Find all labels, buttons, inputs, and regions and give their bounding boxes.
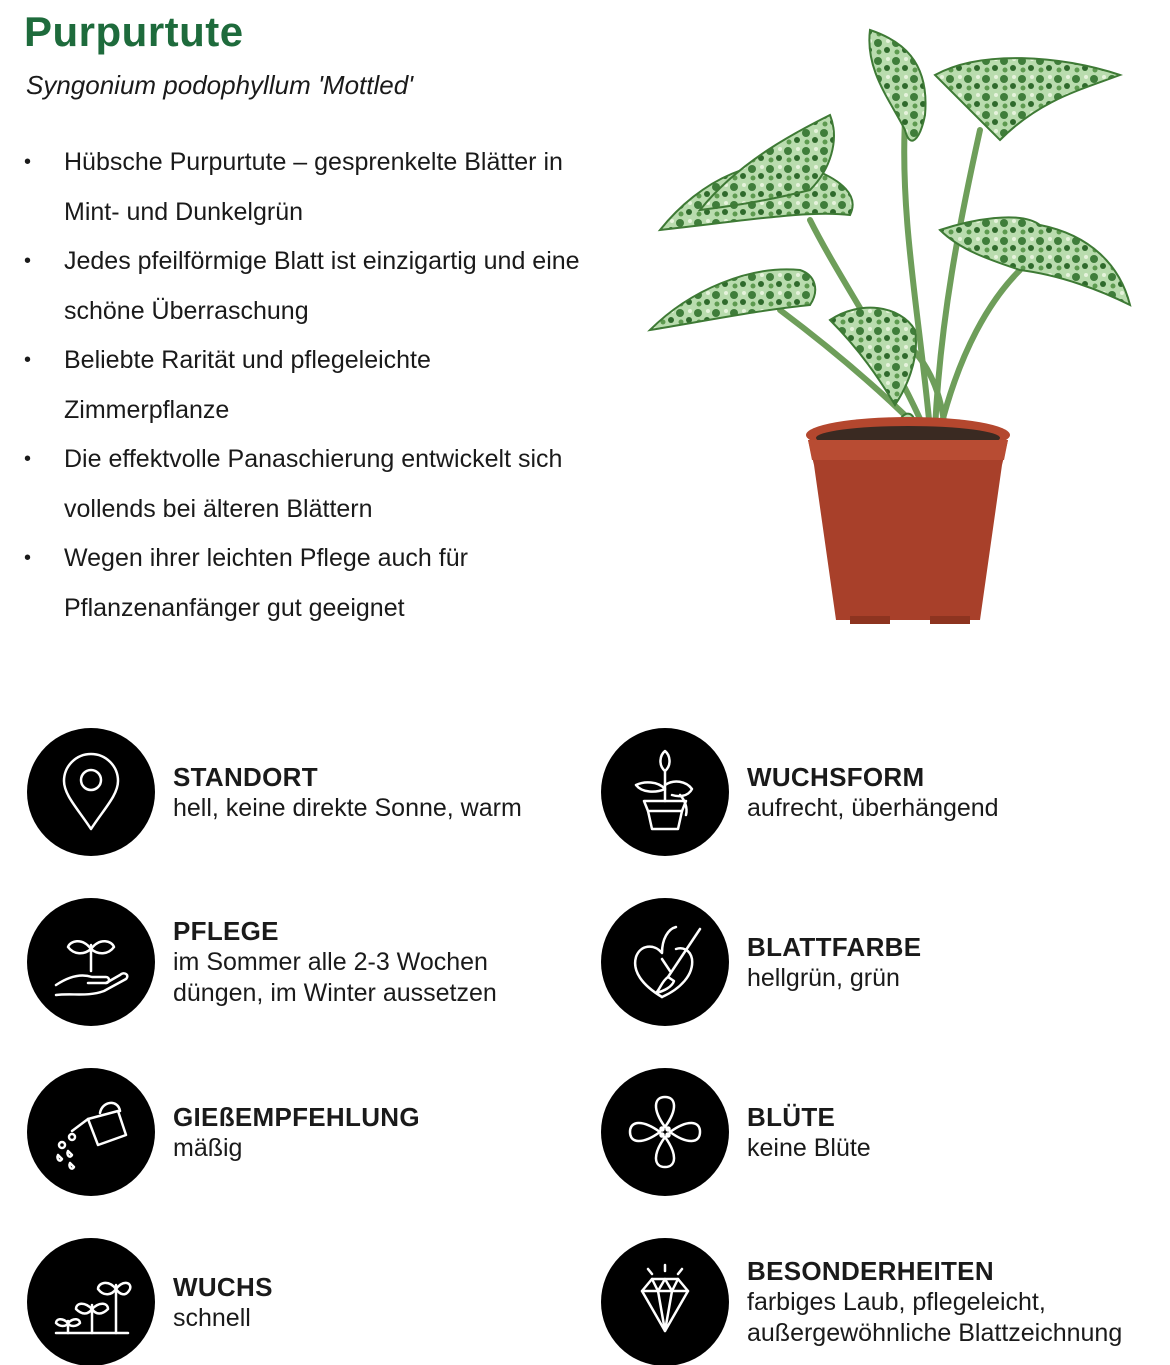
product-title: Purpurtute [24, 8, 244, 55]
bullet-item: • Hübsche Purpurtute – gesprenkelte Blätter in Mint- und Dunkelgrün [24, 138, 594, 237]
feature-standort [27, 728, 522, 856]
bullet-item: • Wegen ihrer leichten Pflege auch für Pflanzenanfänger gut geeignet [24, 534, 544, 633]
feature-label: STANDORT [173, 761, 318, 792]
feature-bullet-list [24, 138, 604, 633]
feature-value: aufrecht, überhängend [747, 793, 999, 822]
feature-value: im Sommer alle 2-3 Wochen [173, 948, 488, 976]
feature-label: BESONDERHEITEN [747, 1256, 994, 1286]
feature-giessempfehlung [27, 1068, 420, 1196]
feature-bluete [601, 1068, 871, 1196]
hand-seedling-icon [27, 898, 155, 1026]
feature-label: WUCHS [173, 1271, 273, 1302]
feature-besonderheiten [601, 1238, 1122, 1365]
leaf-brush-icon [601, 898, 729, 1026]
feature-value: außergewöhnliche Blattzeichnung [747, 1319, 1123, 1347]
feature-value: mäßig [173, 1133, 243, 1162]
seedlings-growth-icon [27, 1238, 155, 1365]
feature-wuchs [27, 1238, 273, 1365]
flower-icon [601, 1068, 729, 1196]
feature-value: keine Blüte [747, 1133, 871, 1162]
feature-value: hellgrün, grün [747, 963, 900, 992]
feature-label: BLÜTE [747, 1101, 836, 1132]
feature-label: WUCHSFORM [747, 761, 925, 792]
bullet-item: • Die effektvolle Panaschierung entwickelt sich vollends bei älteren Blättern [24, 435, 594, 534]
feature-blattfarbe [601, 898, 921, 1026]
feature-value: hell, keine direkte Sonne, warm [173, 793, 522, 822]
feature-label: BLATTFARBE [747, 931, 922, 962]
bullet-item: • Jedes pfeilförmige Blatt ist einzigartig und eine schöne Überraschung [24, 237, 594, 336]
feature-value: farbiges Laub, pflegeleicht, [747, 1288, 1046, 1316]
feature-label: GIEßEMPFEHLUNG [173, 1101, 420, 1132]
feature-wuchsform [601, 728, 999, 856]
feature-label: PFLEGE [173, 916, 279, 946]
botanical-name: Syngonium podophyllum 'Mottled' [26, 70, 414, 100]
location-pin-icon [27, 728, 155, 856]
watering-can-icon [27, 1068, 155, 1196]
bullet-item: • Beliebte Rarität und pflegeleichte Zimmerpflanze [24, 336, 504, 435]
potted-plant-icon [601, 728, 729, 856]
plant-product-image [640, 20, 1140, 640]
feature-value: schnell [173, 1303, 251, 1332]
diamond-icon [601, 1238, 729, 1365]
feature-value: düngen, im Winter aussetzen [173, 979, 497, 1007]
feature-pflege [27, 898, 497, 1026]
